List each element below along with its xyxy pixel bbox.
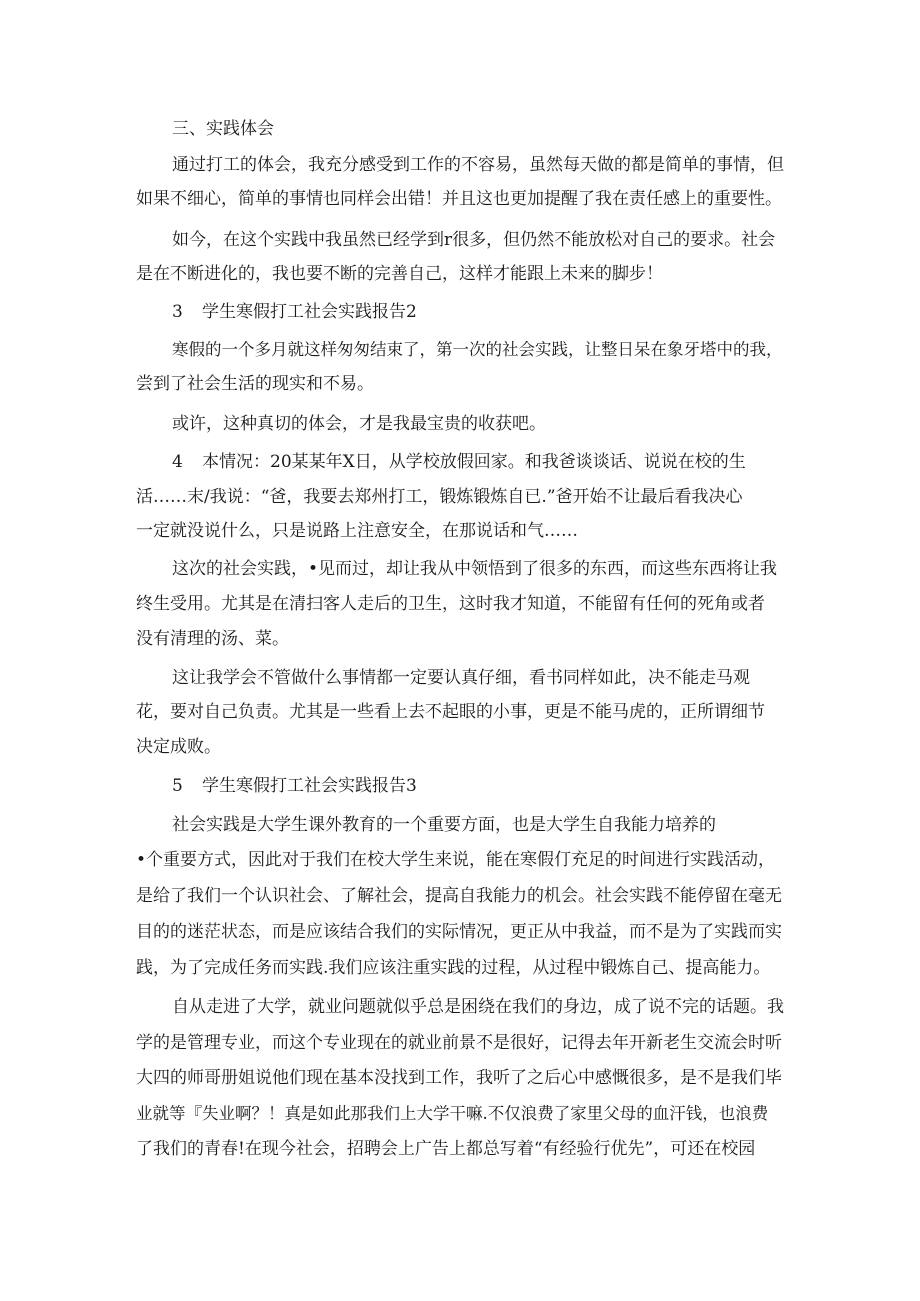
- text-line: 是给了我们一个认识社会、了解社会，提高自我能力的机会。社会实践不能停留在毫无: [136, 886, 782, 906]
- text-line: 或许，这种真切的体会，才是我最宝贵的收获吧。: [172, 414, 546, 434]
- heading-text: 学生寒假打工社会实践报告3: [202, 776, 417, 796]
- line-text: 本情况：20某某年X日，从学校放假回家。和我爸谈谈话、说说在校的生: [202, 452, 746, 472]
- text-line: 了我们的青春!在现今社会，招聘会上广告上都总写着“有经验行优先”，可还在校园: [136, 1139, 756, 1159]
- text-line: 是在不断进化的，我也要不断的完善自己，这样才能跟上未来的脚步！: [136, 264, 663, 284]
- heading-text: 学生寒假打工社会实践报告2: [202, 302, 417, 322]
- text-line: 这让我学会不管做什么事情都一定要认真仔细，看书同样如此，决不能走马观: [172, 668, 750, 688]
- text-line: •个重要方式，因此对于我们在校大学生来说，能在寒假仃充足的时间进行实践活动，: [136, 850, 776, 870]
- text-line: 如果不细心，简单的事情也同样会出错！并且这也更加提醒了我在责任感上的重要性。: [136, 189, 782, 209]
- text-line: 业就等『失业啊？！真是如此那我们上大学干嘛.不仅浪费了家里父母的血汗钱，也浪费: [136, 1104, 769, 1123]
- heading-number: 5: [172, 776, 183, 796]
- text-line: 这次的社会实践，•见而过，却让我从中领悟到了很多的东西，而这些东西将让我: [172, 559, 778, 579]
- numbered-heading: [172, 301, 417, 323]
- numbered-line: [172, 451, 746, 473]
- text-line: 一定就没说什么，只是说路上注意安全，在那说话和气……: [136, 521, 578, 541]
- numbered-heading: [172, 775, 417, 797]
- text-line: 活……末/我说：“爸，我要去郑州打工，锻炼锻炼自已.”爸开始不让最后看我决心: [136, 487, 743, 507]
- text-line: 社会实践是大学生课外教育的一个重要方面，也是大学生自我能力培养的: [172, 815, 716, 835]
- text-line: 践，为了完成任务而实践.我们应该注重实践的过程，从过程中锻炼自己、提高能力。: [136, 958, 771, 978]
- text-line: 目的的迷茫状态，而是应该结合我们的实际情况，更正从中我益，而不是为了实践而实: [136, 922, 782, 942]
- section-heading: 三、实践体会: [172, 119, 274, 139]
- text-line: 如今，在这个实践中我虽然已经学到r很多，但仍然不能放松对自己的要求。社会: [172, 230, 776, 250]
- text-line: 寒假的一个多月就这样匆匆结束了，第一次的社会实践，让整日呆在象牙塔中的我，: [172, 340, 783, 359]
- text-line: 终生受用。尤其是在清扫客人走后的卫生，这时我才知道，不能留有任何的死角或者: [136, 594, 765, 614]
- text-line: 花，要对自己负责。尤其是一些看上去不起眼的小事，更是不能马虎的，正所谓细节: [136, 702, 765, 722]
- text-line: 自从走进了大学，就业问题就似乎总是困绕在我们的身边，成了说不完的话题。我: [172, 997, 784, 1017]
- heading-number: 3: [172, 302, 183, 322]
- text-line: 尝到了社会生活的现实和不易。: [136, 374, 374, 394]
- text-line: 通过打工的体会，我充分感受到工作的不容易，虽然每天做的都是简单的事情，但: [172, 155, 784, 175]
- line-number: 4: [172, 452, 183, 472]
- text-line: 大四的师哥册姐说他们现在基本没找到工作，我听了之后心中感慨很多，是不是我们毕: [136, 1068, 782, 1088]
- text-line: 学的是管理专业，而这个专业现在的就业前景不是很好，记得去年开新老生交流会时听: [136, 1033, 782, 1053]
- text-line: 没有清理的汤、菜。: [136, 629, 289, 649]
- text-line: 决定成败。: [136, 737, 221, 757]
